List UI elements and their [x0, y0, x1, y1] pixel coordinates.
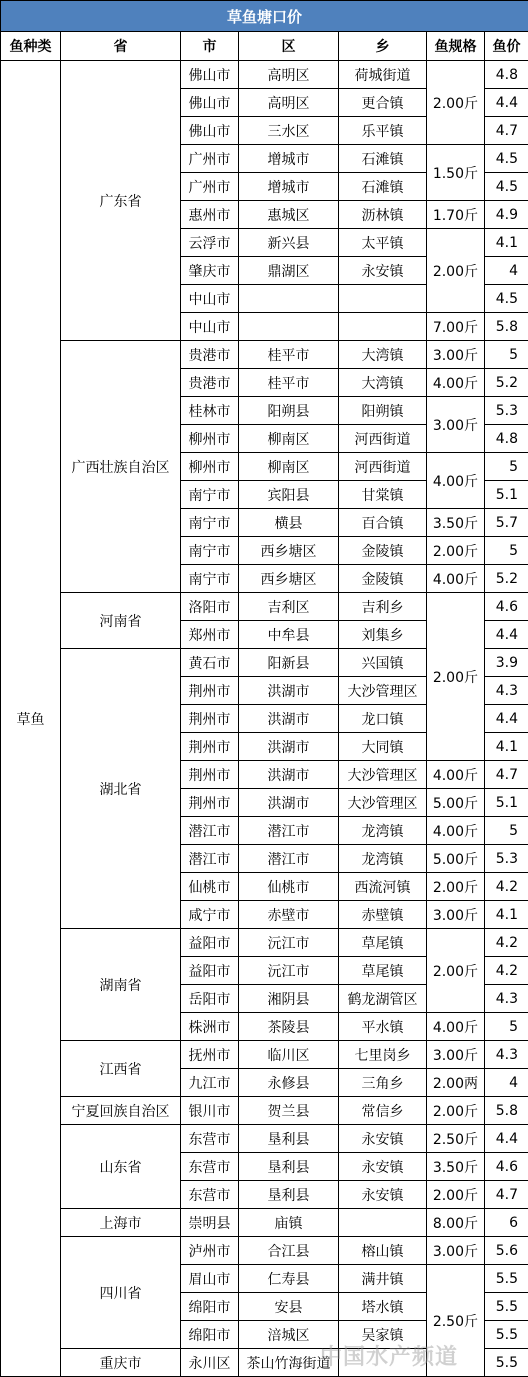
spec-cell: 3.50斤 [427, 509, 485, 537]
price-cell: 5.5 [485, 1293, 528, 1321]
spec-cell: 2.00斤 [427, 229, 485, 313]
header-district: 区 [239, 32, 339, 61]
town-cell: 百合镇 [339, 509, 427, 537]
price-cell: 5.1 [485, 789, 528, 817]
price-cell: 5.7 [485, 509, 528, 537]
town-cell: 草尾镇 [339, 957, 427, 985]
price-cell: 5.5 [485, 1321, 528, 1349]
city-cell: 桂林市 [181, 397, 239, 425]
district-cell: 沅江市 [239, 957, 339, 985]
table-row [1, 929, 528, 957]
city-cell: 崇明县 [181, 1209, 239, 1237]
city-cell: 银川市 [181, 1097, 239, 1125]
town-cell: 石滩镇 [339, 173, 427, 201]
spec-cell: 2.00斤 [427, 1097, 485, 1125]
district-cell: 鼎湖区 [239, 257, 339, 285]
district-cell: 柳南区 [239, 453, 339, 481]
town-cell [339, 1349, 427, 1377]
city-cell: 贵港市 [181, 369, 239, 397]
province-cell: 上海市 [61, 1209, 181, 1237]
town-cell: 沥林镇 [339, 201, 427, 229]
city-cell: 南宁市 [181, 481, 239, 509]
price-cell: 4 [485, 1069, 528, 1097]
spec-cell: 4.00斤 [427, 817, 485, 845]
district-cell: 潜江市 [239, 845, 339, 873]
header-price: 鱼价 [485, 32, 528, 61]
price-cell: 4.1 [485, 901, 528, 929]
price-cell: 4.6 [485, 1153, 528, 1181]
city-cell: 益阳市 [181, 929, 239, 957]
town-cell: 吉利乡 [339, 593, 427, 621]
town-cell: 甘棠镇 [339, 481, 427, 509]
town-cell: 大沙管理区 [339, 677, 427, 705]
city-cell: 潜江市 [181, 817, 239, 845]
price-cell: 3.9 [485, 649, 528, 677]
city-cell: 中山市 [181, 285, 239, 313]
city-cell: 荆州市 [181, 789, 239, 817]
city-cell: 绵阳市 [181, 1293, 239, 1321]
price-cell: 5.5 [485, 1265, 528, 1293]
city-cell: 潜江市 [181, 845, 239, 873]
district-cell: 安县 [239, 1293, 339, 1321]
district-cell [239, 285, 339, 313]
district-cell: 贺兰县 [239, 1097, 339, 1125]
city-cell: 郑州市 [181, 621, 239, 649]
province-cell: 山东省 [61, 1125, 181, 1209]
header-town: 乡 [339, 32, 427, 61]
price-cell: 5 [485, 1013, 528, 1041]
price-cell: 4.4 [485, 1125, 528, 1153]
price-cell: 5 [485, 453, 528, 481]
district-cell: 阳新县 [239, 649, 339, 677]
city-cell: 贵港市 [181, 341, 239, 369]
city-cell: 东营市 [181, 1181, 239, 1209]
city-cell: 柳州市 [181, 453, 239, 481]
price-cell: 4.5 [485, 173, 528, 201]
district-cell: 高明区 [239, 89, 339, 117]
spec-cell: 1.70斤 [427, 201, 485, 229]
district-cell: 庙镇 [239, 1209, 339, 1237]
city-cell: 南宁市 [181, 509, 239, 537]
spec-cell: 2.00斤 [427, 929, 485, 1013]
price-cell: 4.7 [485, 117, 528, 145]
city-cell: 益阳市 [181, 957, 239, 985]
city-cell: 荆州市 [181, 761, 239, 789]
district-cell: 仙桃市 [239, 873, 339, 901]
price-cell: 4.1 [485, 733, 528, 761]
town-cell: 石滩镇 [339, 145, 427, 173]
town-cell: 永安镇 [339, 1125, 427, 1153]
price-cell: 5.8 [485, 313, 528, 341]
price-cell: 5.8 [485, 1097, 528, 1125]
district-cell: 潜江市 [239, 817, 339, 845]
district-cell: 桂平市 [239, 369, 339, 397]
price-cell: 4.8 [485, 425, 528, 453]
district-cell: 垦利县 [239, 1153, 339, 1181]
district-cell: 桂平市 [239, 341, 339, 369]
price-cell: 5.2 [485, 565, 528, 593]
city-cell: 仙桃市 [181, 873, 239, 901]
fish-type-cell: 草鱼 [1, 61, 61, 1377]
district-cell: 横县 [239, 509, 339, 537]
spec-cell: 3.00斤 [427, 1237, 485, 1265]
city-cell: 惠州市 [181, 201, 239, 229]
district-cell: 沅江市 [239, 929, 339, 957]
district-cell: 增城市 [239, 145, 339, 173]
town-cell: 吴家镇 [339, 1321, 427, 1349]
city-cell: 肇庆市 [181, 257, 239, 285]
town-cell: 大沙管理区 [339, 761, 427, 789]
spec-cell: 2.00斤 [427, 537, 485, 565]
town-cell [339, 1209, 427, 1237]
city-cell: 荆州市 [181, 733, 239, 761]
town-cell [339, 285, 427, 313]
city-cell: 柳州市 [181, 425, 239, 453]
city-cell: 东营市 [181, 1125, 239, 1153]
town-cell: 榕山镇 [339, 1237, 427, 1265]
price-cell: 4.6 [485, 593, 528, 621]
district-cell: 洪湖市 [239, 789, 339, 817]
town-cell [339, 313, 427, 341]
town-cell: 河西街道 [339, 453, 427, 481]
city-cell: 岳阳市 [181, 985, 239, 1013]
city-cell: 南宁市 [181, 537, 239, 565]
city-cell: 荆州市 [181, 677, 239, 705]
price-cell: 4.7 [485, 1181, 528, 1209]
city-cell: 南宁市 [181, 565, 239, 593]
town-cell: 太平镇 [339, 229, 427, 257]
city-cell: 眉山市 [181, 1265, 239, 1293]
province-cell: 广东省 [61, 61, 181, 341]
town-cell: 平水镇 [339, 1013, 427, 1041]
district-cell: 垦利县 [239, 1181, 339, 1209]
city-cell: 抚州市 [181, 1041, 239, 1069]
price-cell: 5 [485, 341, 528, 369]
town-cell: 永安镇 [339, 1181, 427, 1209]
town-cell: 龙口镇 [339, 705, 427, 733]
district-cell: 柳南区 [239, 425, 339, 453]
spec-cell: 2.00斤 [427, 1181, 485, 1209]
price-cell: 4.5 [485, 145, 528, 173]
district-cell: 西乡塘区 [239, 565, 339, 593]
spec-cell: 4.00斤 [427, 453, 485, 509]
price-cell: 4.5 [485, 285, 528, 313]
town-cell: 满井镇 [339, 1265, 427, 1293]
spec-cell: 8.00斤 [427, 1209, 485, 1237]
town-cell: 龙湾镇 [339, 845, 427, 873]
city-cell: 东营市 [181, 1153, 239, 1181]
price-cell: 4.3 [485, 677, 528, 705]
district-cell: 茶山竹海街道 [239, 1349, 339, 1377]
town-cell: 大湾镇 [339, 341, 427, 369]
town-cell: 鹤龙湖管区 [339, 985, 427, 1013]
city-cell: 中山市 [181, 313, 239, 341]
province-cell: 湖南省 [61, 929, 181, 1041]
spec-cell: 2.50斤 [427, 1265, 485, 1377]
city-cell: 绵阳市 [181, 1321, 239, 1349]
spec-cell: 1.50斤 [427, 145, 485, 201]
district-cell: 仁寿县 [239, 1265, 339, 1293]
city-cell: 株洲市 [181, 1013, 239, 1041]
price-cell: 4.9 [485, 201, 528, 229]
province-cell: 宁夏回族自治区 [61, 1097, 181, 1125]
city-cell: 泸州市 [181, 1237, 239, 1265]
town-cell: 乐平镇 [339, 117, 427, 145]
price-cell: 5.3 [485, 397, 528, 425]
price-cell: 4.2 [485, 929, 528, 957]
table-row [1, 1209, 528, 1237]
city-cell: 佛山市 [181, 61, 239, 89]
city-cell: 黄石市 [181, 649, 239, 677]
spec-cell: 4.00斤 [427, 369, 485, 397]
spec-cell: 4.00斤 [427, 565, 485, 593]
town-cell: 兴国镇 [339, 649, 427, 677]
town-cell: 西流河镇 [339, 873, 427, 901]
spec-cell: 2.00斤 [427, 873, 485, 901]
city-cell: 云浮市 [181, 229, 239, 257]
spec-cell: 7.00斤 [427, 313, 485, 341]
spec-cell: 2.00斤 [427, 61, 485, 145]
spec-cell: 3.00斤 [427, 397, 485, 453]
spec-cell: 3.50斤 [427, 1153, 485, 1181]
spec-cell: 2.00两 [427, 1069, 485, 1097]
price-cell: 5.1 [485, 481, 528, 509]
header-spec: 鱼规格 [427, 32, 485, 61]
city-cell: 永川区 [181, 1349, 239, 1377]
table-row [1, 1041, 528, 1069]
province-cell: 重庆市 [61, 1349, 181, 1377]
price-cell: 5 [485, 537, 528, 565]
spec-cell: 4.00斤 [427, 761, 485, 789]
table-row [1, 1125, 528, 1153]
town-cell: 赤壁镇 [339, 901, 427, 929]
header-province: 省 [61, 32, 181, 61]
table-row [1, 1237, 528, 1265]
city-cell: 佛山市 [181, 117, 239, 145]
price-cell: 5.6 [485, 1237, 528, 1265]
price-cell: 5.2 [485, 369, 528, 397]
price-cell: 5.3 [485, 845, 528, 873]
price-cell: 5.5 [485, 1349, 528, 1377]
header-fish-type: 鱼种类 [1, 32, 61, 61]
district-cell: 洪湖市 [239, 761, 339, 789]
province-cell: 四川省 [61, 1237, 181, 1349]
spec-cell: 3.00斤 [427, 1041, 485, 1069]
town-cell: 七里岗乡 [339, 1041, 427, 1069]
district-cell: 赤壁市 [239, 901, 339, 929]
district-cell: 高明区 [239, 61, 339, 89]
price-cell: 4.3 [485, 985, 528, 1013]
city-cell: 广州市 [181, 145, 239, 173]
district-cell: 茶陵县 [239, 1013, 339, 1041]
town-cell: 塔水镇 [339, 1293, 427, 1321]
table-title: 草鱼塘口价 [1, 1, 528, 32]
district-cell: 垦利县 [239, 1125, 339, 1153]
district-cell [239, 313, 339, 341]
header-city: 市 [181, 32, 239, 61]
table-body [1, 61, 528, 1377]
town-cell: 大同镇 [339, 733, 427, 761]
price-cell: 6 [485, 1209, 528, 1237]
town-cell: 金陵镇 [339, 565, 427, 593]
spec-cell: 3.00斤 [427, 901, 485, 929]
city-cell: 九江市 [181, 1069, 239, 1097]
town-cell: 永安镇 [339, 257, 427, 285]
district-cell: 洪湖市 [239, 677, 339, 705]
town-cell: 金陵镇 [339, 537, 427, 565]
price-cell: 4.1 [485, 229, 528, 257]
spec-cell: 4.00斤 [427, 1013, 485, 1041]
town-cell: 龙湾镇 [339, 817, 427, 845]
district-cell: 临川区 [239, 1041, 339, 1069]
province-cell: 河南省 [61, 593, 181, 649]
table-row [1, 1097, 528, 1125]
price-cell: 4.4 [485, 621, 528, 649]
town-cell: 荷城街道 [339, 61, 427, 89]
spec-cell: 2.50斤 [427, 1125, 485, 1153]
district-cell: 湘阴县 [239, 985, 339, 1013]
town-cell: 河西街道 [339, 425, 427, 453]
district-cell: 阳朔县 [239, 397, 339, 425]
town-cell: 永安镇 [339, 1153, 427, 1181]
district-cell: 洪湖市 [239, 733, 339, 761]
city-cell: 荆州市 [181, 705, 239, 733]
district-cell: 吉利区 [239, 593, 339, 621]
district-cell: 西乡塘区 [239, 537, 339, 565]
town-cell: 阳朔镇 [339, 397, 427, 425]
header-row [1, 32, 528, 61]
title-row [1, 1, 528, 32]
spec-cell: 3.00斤 [427, 341, 485, 369]
district-cell: 永修县 [239, 1069, 339, 1097]
watermark: 中国水产频道 [320, 1340, 458, 1371]
price-cell: 4.3 [485, 1041, 528, 1069]
city-cell: 广州市 [181, 173, 239, 201]
town-cell: 更合镇 [339, 89, 427, 117]
town-cell: 三角乡 [339, 1069, 427, 1097]
town-cell: 草尾镇 [339, 929, 427, 957]
table-row [1, 61, 528, 89]
district-cell: 惠城区 [239, 201, 339, 229]
price-cell: 4 [485, 257, 528, 285]
spec-cell: 2.00斤 [427, 593, 485, 761]
province-cell: 江西省 [61, 1041, 181, 1097]
table-row [1, 593, 528, 621]
town-cell: 刘集乡 [339, 621, 427, 649]
district-cell: 中牟县 [239, 621, 339, 649]
price-cell: 4.8 [485, 61, 528, 89]
city-cell: 佛山市 [181, 89, 239, 117]
town-cell: 大湾镇 [339, 369, 427, 397]
spec-cell: 5.00斤 [427, 789, 485, 817]
table-row [1, 341, 528, 369]
price-cell: 5 [485, 817, 528, 845]
price-cell: 4.4 [485, 705, 528, 733]
province-cell: 湖北省 [61, 649, 181, 929]
district-cell: 新兴县 [239, 229, 339, 257]
price-cell: 4.4 [485, 89, 528, 117]
price-cell: 4.2 [485, 957, 528, 985]
district-cell: 洪湖市 [239, 705, 339, 733]
price-cell: 4.2 [485, 873, 528, 901]
district-cell: 涪城区 [239, 1321, 339, 1349]
town-cell: 大沙管理区 [339, 789, 427, 817]
price-cell: 4.7 [485, 761, 528, 789]
district-cell: 三水区 [239, 117, 339, 145]
town-cell: 常信乡 [339, 1097, 427, 1125]
district-cell: 合江县 [239, 1237, 339, 1265]
district-cell: 增城市 [239, 173, 339, 201]
city-cell: 洛阳市 [181, 593, 239, 621]
spec-cell: 5.00斤 [427, 845, 485, 873]
city-cell: 咸宁市 [181, 901, 239, 929]
province-cell: 广西壮族自治区 [61, 341, 181, 593]
district-cell: 宾阳县 [239, 481, 339, 509]
